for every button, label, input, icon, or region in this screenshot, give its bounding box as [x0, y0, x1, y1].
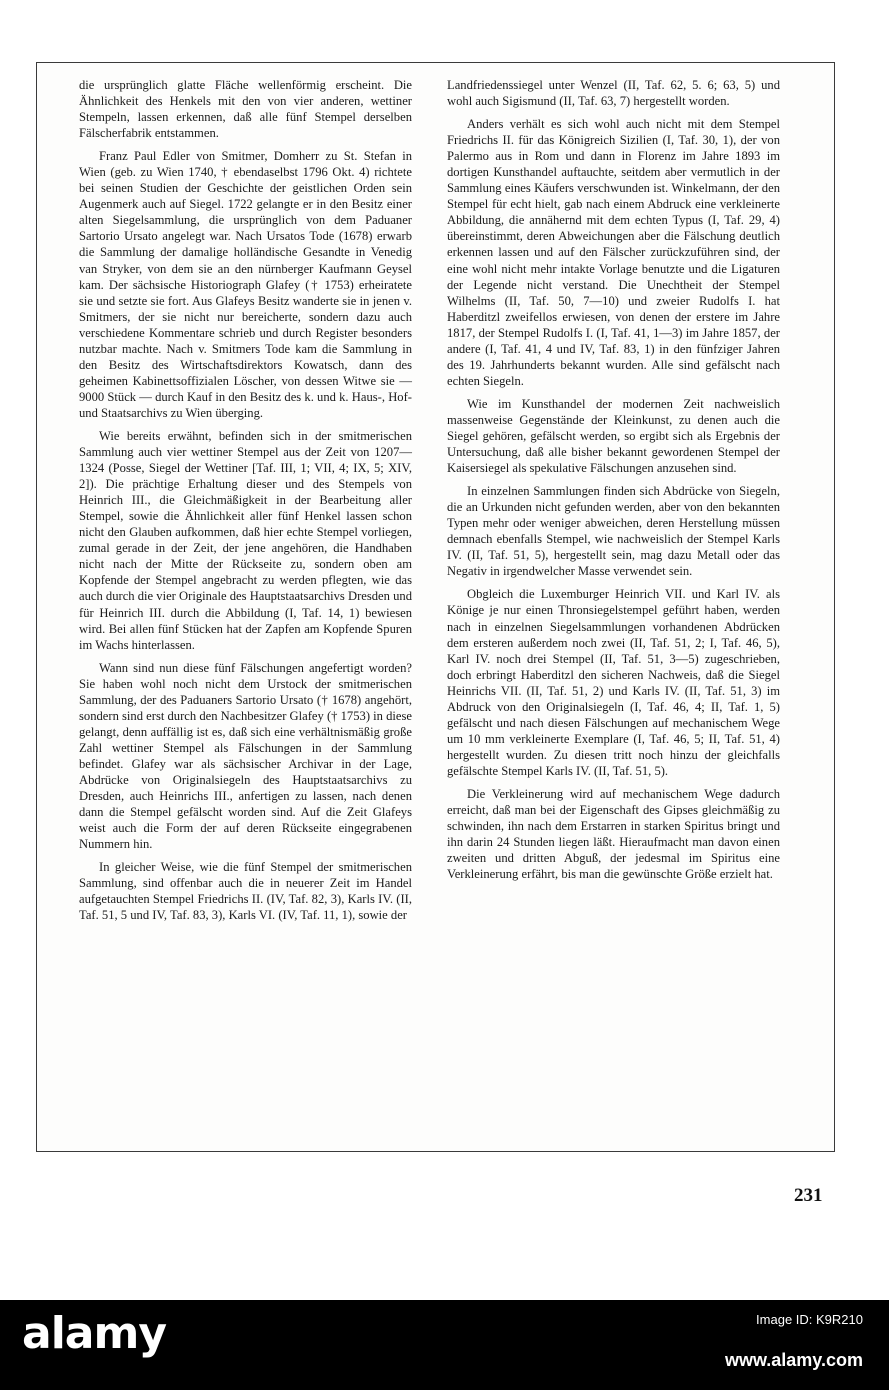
- right-column: [447, 77, 780, 889]
- watermark-url: www.alamy.com: [724, 1350, 863, 1370]
- paragraph: In gleicher Weise, wie die fünf Stempel der smitmerischen Sammlung, sind offenbar auch die in neuerer Zeit im Handel aufgetauchten Stempel Friedrichs II. (IV, Taf. 82, 3), Karls IV. (II, Taf. 51, 5 und IV, Taf. 83, 3), Karls VI. (IV, Taf. 11, 1), sowie der: [79, 860, 412, 923]
- watermark-image-id: Image ID: K9R210: [756, 1312, 863, 1327]
- paragraph: Anders verhält es sich wohl auch nicht mit dem Stempel Friedrichs II. für das Königreich Sizilien (I, Taf. 30, 1), der von Palermo aus in Rom und dann in Florenz im Jahre 1893 im dortigen Kunsthandel auftauchte, seitdem aber vermutlich in der Sammlung eines Käufers verschwunden ist. Winkelmann, der den Stempel für echt hielt, gab nach einem Abdruck eine verkleinerte Abbildung, die annähernd mit dem echten Typus (I, Taf. 29, 4) übereinstimmt, deren Abweichungen aber die Fälschung deutlich erkennen lassen und auf den Fälscher zurückzuführen sind, der eine wohl nicht mehr intakte Vorlage benutzte und die Ligaturen der Legende nicht verstand. Die Unechtheit der Stempel Wilhelms (II, Taf. 50, 7—10) und zweier Rudolfs I. hat Haberditzl zweifellos erwiesen, von denen der erstere im Jahre 1817, der Stempel Rudolfs I. (I, Taf. 41, 1—3) im Jahre 1857, der andere (I, Taf. 41, 4 und IV, Taf. 83, 1) in den fünfziger Jahren des 19. Jahrhunderts bekannt wurden. Alle sind gefälscht nach echten Siegeln.: [447, 117, 780, 388]
- page-number: 231: [794, 1185, 823, 1206]
- paragraph: Franz Paul Edler von Smitmer, Domherr zu St. Stefan in Wien (geb. zu Wien 1740, † ebendaselbst 1796 Okt. 4) richtete bei seinen Studien der Geschichte der geistlichen Orden sein Augenmerk auch auf Siegel. 1722 gelangte er in den Besitz einer alten Siegelsammlung, die ursprünglich von dem Paduaner Sartorio Ursato angelegt war. Nach Ursatos Tode (1678) erwarb die Sammlung der damalige holländische Gesandte in Venedig van Stryker, von dem sie an den nürnberger Kaufmann Geysel kam. Der sächsische Historiograph Glafey († 1753) erheiratete sie und setzte sie fort. Aus Glafeys Besitz wanderte sie in jenen v. Smitmers, der sie nicht nur bereicherte, sondern dazu auch verschiedene Kommentare schrieb und durch Register besonders nutzbar machte. Nach v. Smitmers Tode kam die Sammlung in den Besitz des Wirtschaftsdirektors Kowatsch, dann des geheimen Kabinettsoffizialen Löscher, von dessen Witwe sie — 9000 Stück — durch Kauf in den Besitz des k. und k. Haus-, Hof- und Staatsarchivs zu Wien überging.: [79, 149, 412, 420]
- paragraph: In einzelnen Sammlungen finden sich Abdrücke von Siegeln, die an Urkunden nicht gefunden werden, aber von den bekannten Typen mehr oder weniger abweichen, deren Herstellung müssen demnach ebenfalls Stempel, wie nachweislich der Stempel Karls IV. (II, Taf. 51, 5), hergestellt sein, mag dazu Metall oder das Negativ in irgendwelcher Masse verwendet sein.: [447, 484, 780, 579]
- paragraph: Landfriedenssiegel unter Wenzel (II, Taf. 62, 5. 6; 63, 5) und wohl auch Sigismund (II, Taf. 63, 7) hergestellt worden.: [447, 78, 780, 109]
- paragraph: Wie bereits erwähnt, befinden sich in der smitmerischen Sammlung auch vier wettiner Stempel aus der Zeit von 1207—1324 (Posse, Siegel der Wettiner [Taf. III, 1; VII, 4; IX, 5; XIV, 2]). Die prächtige Erhaltung dieser und des Stempels von Heinrich III., die Gleichmäßigkeit in der Bearbeitung aller Stempel, sowie die Ähnlichkeit aller fünf Henkel lassen schon nicht den Glauben aufkommen, daß hier echte Stempel vorliegen, zumal gerade in der Zeit, der jene angehören, die Handhaben nicht nach der Mitte der Rückseite zu, sondern oben am Kopfende der Stempel angebracht zu werden pflegten, wie das auch durch die vier Originale des Hauptstaatsarchivs Dresden und für Heinrich III. durch die Abbildung (I, Taf. 14, 1) bewiesen wird. Bei allen fünf Stücken hat der Zapfen am Kopfende Spuren im Wachs hinterlassen.: [79, 428, 412, 652]
- watermark-logo: alamy: [22, 1308, 166, 1359]
- paragraph: die ursprünglich glatte Fläche wellenförmig erscheint. Die Ähnlichkeit des Henkels mit den von vier anderen, wettiner Stempeln, lassen erkennen, daß alle fünf Stempel derselben Fälscherfabrik entstammen.: [79, 78, 412, 141]
- paragraph: Wann sind nun diese fünf Fälschungen angefertigt worden? Sie haben wohl noch nicht dem Urstock der smitmerischen Sammlung, der des Paduaners Sartorio Ursato († 1678) angehört, sondern sind erst durch den Nachbesitzer Glafey († 1753) in diese gelangt, denn auffällig ist es, daß sich eine verhältnismäßig große Zahl wettiner Stempel als Fälschungen in der Sammlung befindet. Glafey war als sächsischer Archivar in der Lage, Abdrücke von Originalsiegeln des Hauptstaatsarchivs zu Dresden, auch Heinrichs III., anfertigen zu lassen, nach denen dann die Stempel gefälscht worden sind. Auf die Zeit Glafeys weist auch die Form der auf deren Rückseite eingegrabenen Nummern hin.: [79, 660, 412, 852]
- paragraph: Obgleich die Luxemburger Heinrich VII. und Karl IV. als Könige je nur einen Thronsiegelstempel geführt haben, werden nach in einzelnen Siegelsammlungen vorhandenen Abdrücken dem ersteren außerdem noch zwei (II, Taf. 51, 2; I, Taf. 46, 5), Karl IV. noch drei Stempel (II, Taf. 51, 3—5) zugeschrieben, doch erbringt Haberditzl den sicheren Nachweis, daß die Siegel Heinrichs VII. (II, Taf. 51, 2) und Karls IV. (II, Taf. 51, 3) im Abdruck von den Originalsiegeln (I, Taf. 46, 4; II, Taf. 1, 5) gefälscht und nach diesen Fälschungen auf mechanischem Wege um 10 mm verkleinerte Exemplare (I, Taf. 46, 5; II, Taf. 51, 4) hergestellt wurden. Zu diesen tritt noch hinzu der gleichfalls gefälschte Stempel Karls IV. (II, Taf. 51, 5).: [447, 587, 780, 778]
- paragraph: Wie im Kunsthandel der modernen Zeit nachweislich massenweise Gegenstände der Kleinkunst, zu denen auch die Siegel gehören, gefälscht werden, so ergibt sich als Ergebnis der Untersuchung, daß alle bisher bekannt gewordenen Stempel der Kaisersiegel als spekulative Fälschungen anzusehen sind.: [447, 396, 780, 476]
- paragraph: Die Verkleinerung wird auf mechanischem Wege dadurch erreicht, daß man bei der Eigenschaft des Gipses gleichmäßig zu schwinden, ihn nach dem Erstarren in starken Spiritus bringt und ihn darin 24 Stunden liegen läßt. Hieraufmacht man davon einen zweiten und dritten Abguß, der jedesmal im Spiritus eine Verkleinerung erfährt, bis man die gewünschte Größe erzielt hat.: [447, 786, 780, 882]
- left-column: [79, 77, 412, 930]
- page-frame: [36, 62, 835, 1152]
